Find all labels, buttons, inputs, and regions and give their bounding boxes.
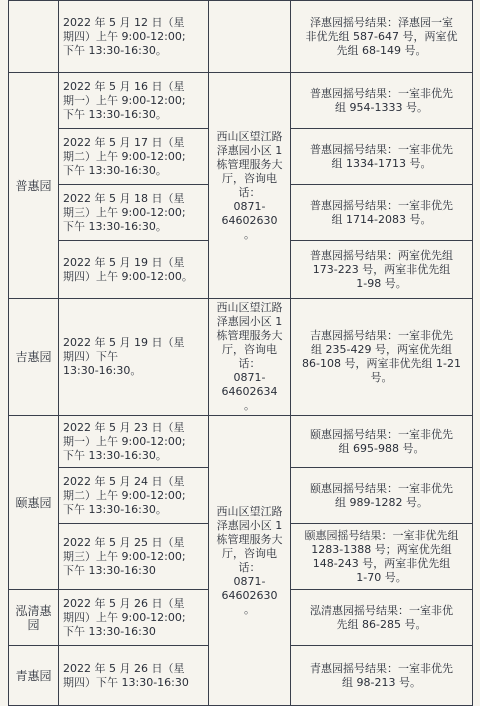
result-cell: 普惠园摇号结果：一室非优先 组 1714-2083 号。	[291, 185, 473, 241]
area-cell-empty	[9, 1, 59, 73]
time-cell: 2022 年 5 月 17 日（星 期二）上午 9:00-12:00; 下午 13:30-16:30。	[59, 129, 209, 185]
time-cell: 2022 年 5 月 24 日（星 期二）上午 9:00-12:00; 下午 13:30-16:30。	[59, 468, 209, 524]
time-cell: 2022 年 5 月 16 日（星 期一）上午 9:00-12:00; 下午 13:30-16:30。	[59, 73, 209, 129]
time-cell: 2022 年 5 月 12 日（星 期四）上午 9:00-12:00; 下午 13:30-16:30。	[59, 1, 209, 73]
address-cell: 西山区望江路 泽惠园小区 1 栋管理服务大 厅，咨询电话： 0871-64602630 。	[209, 73, 291, 299]
area-cell-qinghui: 青惠园	[9, 646, 59, 706]
table-row	[9, 416, 473, 468]
time-cell: 2022 年 5 月 23 日（星 期一）上午 9:00-12:00; 下午 13:30-16:30。	[59, 416, 209, 468]
result-cell: 颐惠园摇号结果：一室非优先组 1283-1388 号；两室优先组 148-243 号，两室非优先组 1-70 号。	[291, 524, 473, 590]
time-cell: 2022 年 5 月 19 日（星 期四）上午 9:00-12:00。	[59, 241, 209, 299]
result-cell: 颐惠园摇号结果：一室非优先 组 695-988 号。	[291, 416, 473, 468]
table-row	[9, 1, 473, 73]
result-cell: 青惠园摇号结果：一室非优先 组 98-213 号。	[291, 646, 473, 706]
time-cell: 2022 年 5 月 26 日（星 期四）上午 9:00-12:00; 下午 13:30-16:30	[59, 590, 209, 646]
result-cell: 吉惠园摇号结果：一室非优先 组 235-429 号，两室优先组 86-108 号，两室非优先组 1-21 号。	[291, 299, 473, 416]
address-cell: 西山区望江路 泽惠园小区 1 栋管理服务大 厅，咨询电话： 0871-64602634 。	[209, 299, 291, 416]
time-cell: 2022 年 5 月 26 日（星 期四）下午 13:30-16:30	[59, 646, 209, 706]
area-cell-puhui: 普惠园	[9, 73, 59, 299]
time-cell: 2022 年 5 月 19 日（星 期四）下午 13:30-16:30。	[59, 299, 209, 416]
result-cell: 泽惠园摇号结果：泽惠园一室 非优先组 587-647 号，两室优 先组 68-149 号。	[291, 1, 473, 73]
area-cell-jihui: 吉惠园	[9, 299, 59, 416]
area-cell-yihui: 颐惠园	[9, 416, 59, 590]
address-cell-empty	[209, 1, 291, 73]
result-cell: 泓清惠园摇号结果：一室非优 先组 86-285 号。	[291, 590, 473, 646]
area-cell-hongqing: 泓清惠 园	[9, 590, 59, 646]
time-cell: 2022 年 5 月 18 日（星 期三）上午 9:00-12:00; 下午 13:30-16:30。	[59, 185, 209, 241]
result-cell: 普惠园摇号结果：一室非优先 组 954-1333 号。	[291, 73, 473, 129]
result-cell: 普惠园摇号结果：两室优先组 173-223 号，两室非优先组 1-98 号。	[291, 241, 473, 299]
time-cell: 2022 年 5 月 25 日（星 期三）上午 9:00-12:00; 下午 13:30-16:30	[59, 524, 209, 590]
result-cell: 颐惠园摇号结果：一室非优先 组 989-1282 号。	[291, 468, 473, 524]
result-cell: 普惠园摇号结果：一室非优先 组 1334-1713 号。	[291, 129, 473, 185]
table-row	[9, 299, 473, 416]
lottery-schedule-table	[8, 0, 473, 706]
address-cell: 西山区望江路 泽惠园小区 1 栋管理服务大 厅，咨询电话： 0871-64602630 。	[209, 416, 291, 706]
table-row	[9, 73, 473, 129]
